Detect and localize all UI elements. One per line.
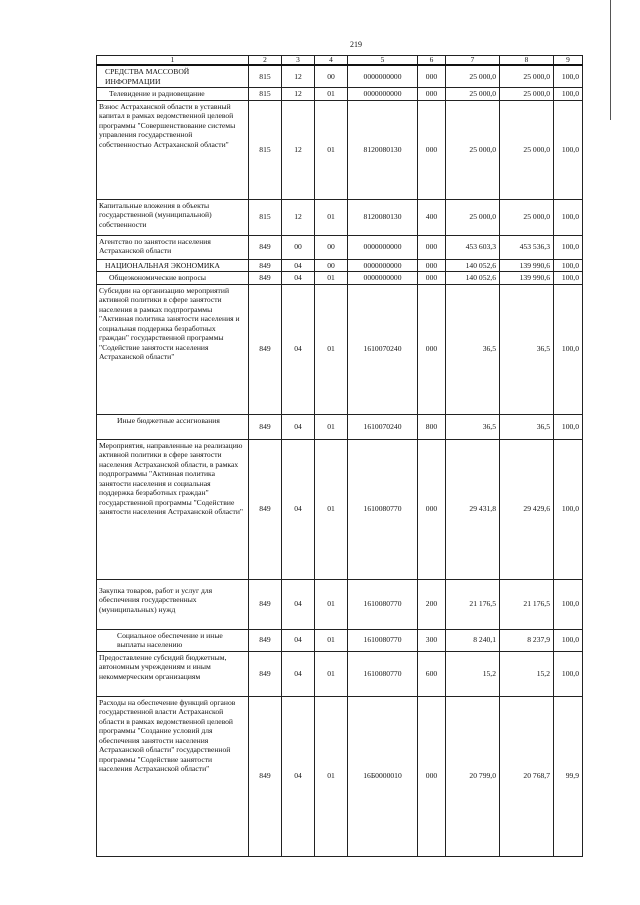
cell-plan: 15,2: [446, 651, 500, 696]
table-row: [97, 199, 583, 235]
table-row: [97, 629, 583, 651]
cell-type: 000: [418, 439, 446, 579]
cell-ministry: 849: [249, 284, 282, 414]
cell-percent: 100,0: [554, 199, 583, 235]
header-cell: 9: [554, 56, 583, 66]
cell-type: 000: [418, 696, 446, 856]
cell-target: 1610080770: [348, 629, 418, 651]
header-cell: 3: [282, 56, 315, 66]
cell-target: 1610080770: [348, 651, 418, 696]
cell-actual: 25 000,0: [500, 65, 554, 88]
cell-target: 0000000000: [348, 235, 418, 259]
row-name: Взнос Астраханской области в уставный капитал в рамках ведомственной целевой программы "Совершенствование системы управления государственной собственностью Астраханской области": [97, 100, 249, 199]
cell-type: 200: [418, 579, 446, 629]
cell-type: 600: [418, 651, 446, 696]
cell-actual: 453 536,3: [500, 235, 554, 259]
cell-ministry: 849: [249, 696, 282, 856]
table-row: [97, 65, 583, 88]
cell-percent: 99,9: [554, 696, 583, 856]
cell-target: 1610080770: [348, 439, 418, 579]
row-name: Капитальные вложения в объекты государственной (муниципальной) собственности: [97, 199, 249, 235]
row-name: Закупка товаров, работ и услуг для обеспечения государственных (муниципальных) нужд: [97, 579, 249, 629]
cell-subsection: 01: [315, 100, 348, 199]
cell-ministry: 815: [249, 88, 282, 101]
table-row: [97, 439, 583, 579]
cell-actual: 25 000,0: [500, 88, 554, 101]
cell-section: 04: [282, 579, 315, 629]
table-row: [97, 272, 583, 285]
row-name: Мероприятия, направленные на реализацию активной политики в сфере занятости населения Астраханской области, в рамках подпрограммы "Активная политика занятости населения и социальная поддержка безработных граждан" государственной программы "Содействие занятости населения Астраханской области": [97, 439, 249, 579]
cell-ministry: 849: [249, 259, 282, 272]
cell-target: 0000000000: [348, 272, 418, 285]
cell-actual: 25 000,0: [500, 100, 554, 199]
cell-actual: 21 176,5: [500, 579, 554, 629]
cell-percent: 100,0: [554, 100, 583, 199]
cell-plan: 36,5: [446, 284, 500, 414]
budget-table: [96, 55, 583, 857]
cell-percent: 100,0: [554, 272, 583, 285]
cell-actual: 139 990,6: [500, 272, 554, 285]
cell-subsection: 01: [315, 414, 348, 439]
cell-plan: 25 000,0: [446, 65, 500, 88]
cell-target: 8120080130: [348, 100, 418, 199]
row-name: Социальное обеспечение и иные выплаты населению: [97, 629, 249, 651]
cell-section: 04: [282, 284, 315, 414]
cell-ministry: 815: [249, 100, 282, 199]
cell-actual: 36,5: [500, 284, 554, 414]
cell-ministry: 815: [249, 199, 282, 235]
cell-plan: 29 431,8: [446, 439, 500, 579]
cell-plan: 8 240,1: [446, 629, 500, 651]
table-row: [97, 259, 583, 272]
cell-plan: 140 052,6: [446, 272, 500, 285]
row-name: Телевидение и радиовещание: [97, 88, 249, 101]
cell-plan: 36,5: [446, 414, 500, 439]
cell-ministry: 849: [249, 272, 282, 285]
cell-subsection: 01: [315, 651, 348, 696]
cell-actual: 36,5: [500, 414, 554, 439]
cell-plan: 25 000,0: [446, 199, 500, 235]
cell-percent: 100,0: [554, 579, 583, 629]
cell-section: 04: [282, 629, 315, 651]
row-name: Агентство по занятости населения Астраханской области: [97, 235, 249, 259]
cell-section: 04: [282, 696, 315, 856]
cell-percent: 100,0: [554, 629, 583, 651]
cell-actual: 29 429,6: [500, 439, 554, 579]
cell-actual: 15,2: [500, 651, 554, 696]
cell-section: 04: [282, 272, 315, 285]
cell-subsection: 01: [315, 629, 348, 651]
header-cell: 2: [249, 56, 282, 66]
cell-section: 04: [282, 651, 315, 696]
cell-subsection: 00: [315, 65, 348, 88]
cell-plan: 140 052,6: [446, 259, 500, 272]
cell-percent: 100,0: [554, 235, 583, 259]
cell-ministry: 849: [249, 629, 282, 651]
cell-actual: 20 768,7: [500, 696, 554, 856]
cell-plan: 21 176,5: [446, 579, 500, 629]
cell-section: 04: [282, 414, 315, 439]
cell-percent: 100,0: [554, 651, 583, 696]
page-edge-line: [610, 0, 611, 120]
header-cell: 6: [418, 56, 446, 66]
cell-target: 8120080130: [348, 199, 418, 235]
cell-section: 12: [282, 100, 315, 199]
cell-target: 1610070240: [348, 414, 418, 439]
cell-subsection: 01: [315, 284, 348, 414]
cell-target: 1610080770: [348, 579, 418, 629]
cell-plan: 25 000,0: [446, 100, 500, 199]
cell-type: 000: [418, 235, 446, 259]
header-cell: 7: [446, 56, 500, 66]
cell-type: 000: [418, 272, 446, 285]
cell-plan: 453 603,3: [446, 235, 500, 259]
cell-type: 000: [418, 284, 446, 414]
cell-percent: 100,0: [554, 259, 583, 272]
cell-target: 16Б0000010: [348, 696, 418, 856]
cell-subsection: 01: [315, 439, 348, 579]
header-cell: 5: [348, 56, 418, 66]
cell-ministry: 849: [249, 235, 282, 259]
cell-type: 300: [418, 629, 446, 651]
cell-ministry: 849: [249, 414, 282, 439]
row-name: СРЕДСТВА МАССОВОЙ ИНФОРМАЦИИ: [97, 65, 249, 88]
header-cell: 1: [97, 56, 249, 66]
cell-actual: 139 990,6: [500, 259, 554, 272]
cell-subsection: 00: [315, 235, 348, 259]
table-row: [97, 651, 583, 696]
cell-section: 00: [282, 235, 315, 259]
table-row: [97, 88, 583, 101]
cell-type: 000: [418, 100, 446, 199]
table-row: [97, 100, 583, 199]
cell-actual: 8 237,9: [500, 629, 554, 651]
header-cell: 8: [500, 56, 554, 66]
cell-percent: 100,0: [554, 414, 583, 439]
row-name: Предоставление субсидий бюджетным, автономным учреждениям и иным некоммерческим организациям: [97, 651, 249, 696]
row-name: Общеэкономические вопросы: [97, 272, 249, 285]
cell-target: 1610070240: [348, 284, 418, 414]
cell-subsection: 01: [315, 272, 348, 285]
cell-target: 0000000000: [348, 65, 418, 88]
header-cell: 4: [315, 56, 348, 66]
cell-section: 04: [282, 259, 315, 272]
cell-type: 800: [418, 414, 446, 439]
cell-target: 0000000000: [348, 88, 418, 101]
cell-section: 04: [282, 439, 315, 579]
cell-subsection: 00: [315, 259, 348, 272]
cell-ministry: 849: [249, 579, 282, 629]
table-row: [97, 696, 583, 856]
cell-type: 000: [418, 88, 446, 101]
cell-subsection: 01: [315, 579, 348, 629]
cell-actual: 25 000,0: [500, 199, 554, 235]
cell-subsection: 01: [315, 696, 348, 856]
cell-ministry: 849: [249, 439, 282, 579]
cell-type: 000: [418, 65, 446, 88]
cell-section: 12: [282, 88, 315, 101]
page-number: 219: [350, 40, 362, 49]
table-row: [97, 579, 583, 629]
cell-percent: 100,0: [554, 88, 583, 101]
cell-percent: 100,0: [554, 439, 583, 579]
table-row: [97, 235, 583, 259]
cell-subsection: 01: [315, 88, 348, 101]
cell-section: 12: [282, 199, 315, 235]
cell-section: 12: [282, 65, 315, 88]
table-row: [97, 414, 583, 439]
cell-percent: 100,0: [554, 284, 583, 414]
header-row: [97, 56, 583, 66]
cell-plan: 25 000,0: [446, 88, 500, 101]
row-name: Иные бюджетные ассигнования: [97, 414, 249, 439]
row-name: Расходы на обеспечение функций органов государственной власти Астраханской области в рамках ведомственной целевой программы "Создание условий для обеспечения занятости населения Астраханской области" государственной программы "Содействие занятости населения Астраханской области": [97, 696, 249, 856]
cell-plan: 20 799,0: [446, 696, 500, 856]
cell-percent: 100,0: [554, 65, 583, 88]
table-row: [97, 284, 583, 414]
cell-type: 400: [418, 199, 446, 235]
cell-ministry: 849: [249, 651, 282, 696]
cell-ministry: 815: [249, 65, 282, 88]
cell-subsection: 01: [315, 199, 348, 235]
cell-type: 000: [418, 259, 446, 272]
cell-target: 0000000000: [348, 259, 418, 272]
row-name: НАЦИОНАЛЬНАЯ ЭКОНОМИКА: [97, 259, 249, 272]
row-name: Субсидии на организацию мероприятий активной политики в сфере занятости населения в рамках подпрограммы "Активная политика занятости населения и социальная поддержка безработных граждан" государственной программы "Содействие занятости населения Астраханской области": [97, 284, 249, 414]
